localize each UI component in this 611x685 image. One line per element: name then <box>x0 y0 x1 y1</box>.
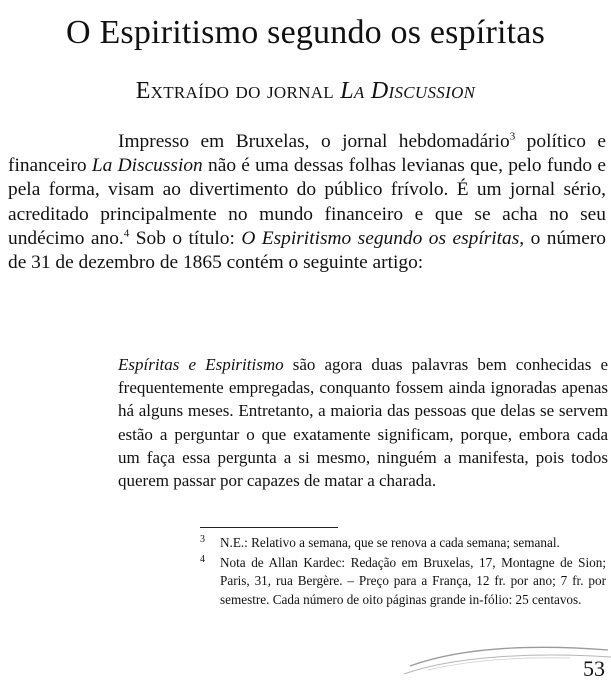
footnote-ref-3[interactable]: 3 <box>509 130 516 143</box>
subtitle-prefix: Extraído do jornal <box>135 78 341 104</box>
footnote-text: Nota de Allan Kardec: Redação em Bruxelas, 17, Montagne de Sion; Paris, 31, rua Bergère. – Preço para a França, 12 fr. por ano; 7 fr. por semestre. Cada número de oito páginas grande in-fólio: 25 centavos. <box>220 555 606 607</box>
body-article-title: O Espiritismo segundo os espíritas <box>241 227 520 249</box>
footnote-3 <box>200 534 606 552</box>
footnotes <box>200 534 606 611</box>
body-part-1: Impresso em Bruxelas, o jornal hebdomadário <box>118 131 510 152</box>
body-part-3: não é uma dessas folhas levianas que, pelo fundo e pela forma, visam ao divertimento do público frívolo. É um jornal sério, acreditado principalmente no mundo financeiro e que se acha no seu undécimo ano. <box>8 155 606 249</box>
swoosh-ornament-icon <box>400 630 611 685</box>
body-paragraph <box>8 130 606 275</box>
chapter-subtitle <box>0 78 611 105</box>
footnote-number: 3 <box>200 534 205 545</box>
footnote-ref-4[interactable]: 4 <box>123 227 130 240</box>
footnote-number: 4 <box>200 554 205 566</box>
quote-text: são agora duas palavras bem conhecidas e frequentemente empregadas, conquanto fossem ainda ignoradas apenas há alguns meses. Entretanto, a maioria das pessoas que delas se servem estão a perguntar o que exatamente significam, porque, embora cada um faça essa pergunta a si mesmo, ninguém a manifesta, pois todos querem passar por capazes de matar a charada. <box>118 355 608 491</box>
quote-lead: Espíritas e Espiritismo <box>118 355 284 374</box>
footnote-4 <box>200 554 606 609</box>
block-quote <box>118 353 608 492</box>
body-part-2: político e financeiro <box>8 131 606 177</box>
body-part-5: , o número de 31 de dezembro de 1865 contém o seguinte artigo: <box>8 227 606 274</box>
body-part-4: Sob o título: <box>129 227 242 249</box>
subtitle-journal: La Discussion <box>340 78 476 104</box>
chapter-title: O Espiritismo segundo os espíritas <box>66 14 545 51</box>
page-number: 53 <box>583 656 605 681</box>
body-journal-name: La Discussion <box>91 155 203 177</box>
footnote-text: N.E.: Relativo a semana, que se renova a cada semana; semanal. <box>220 535 560 550</box>
footnote-separator <box>200 527 338 528</box>
